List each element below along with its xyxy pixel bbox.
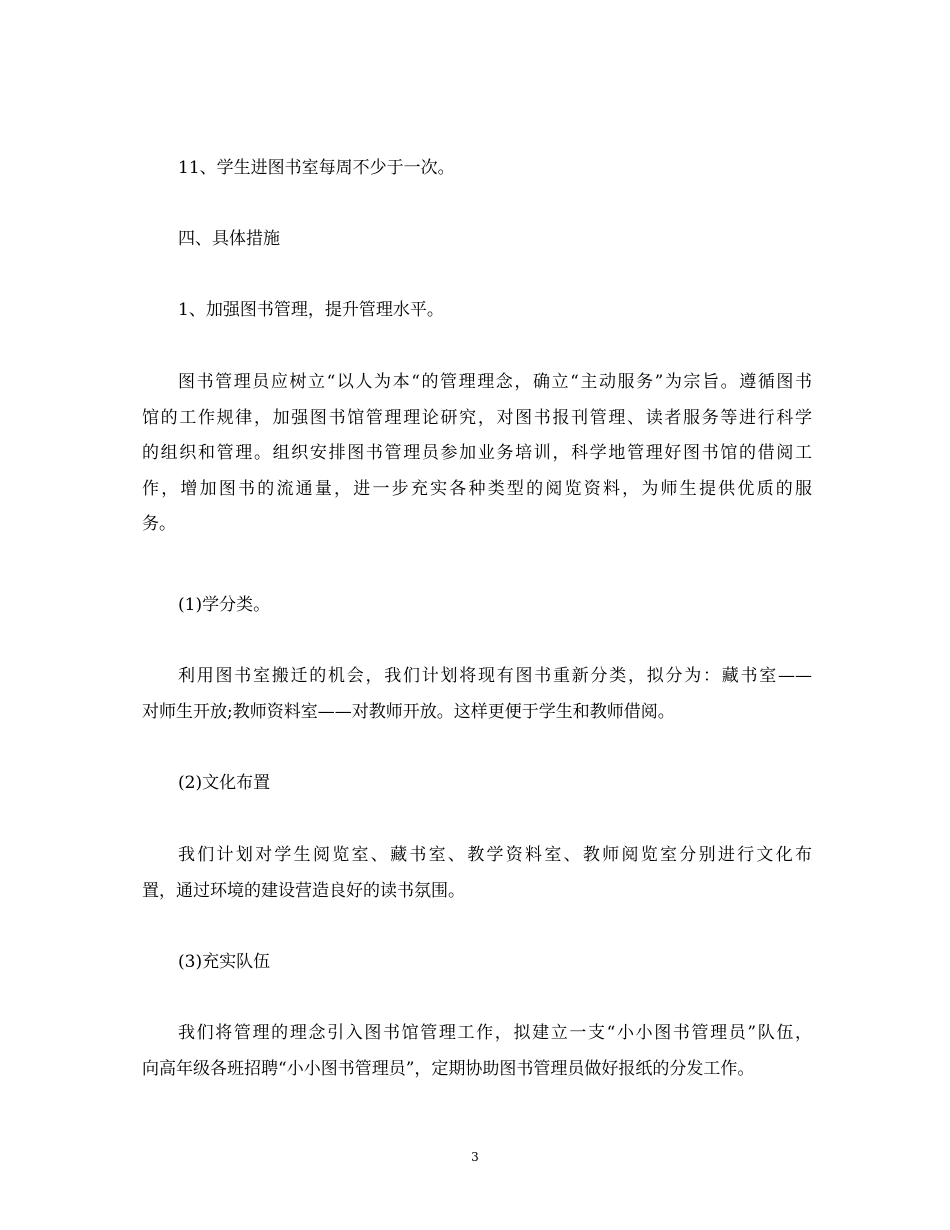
- text-line: 务。: [142, 514, 176, 534]
- text-line: 四、具体措施: [178, 229, 280, 249]
- text-line: 我们将管理的理念引入图书馆管理工作，拟建立一支“小小图书管理员”队伍，: [178, 1023, 812, 1043]
- paragraph-librarian: [142, 365, 812, 543]
- text-line: 图书管理员应树立“以人为本“的管理理念，确立“主动服务”为宗旨。遵循图书: [178, 372, 812, 392]
- paragraph-item-11: [142, 151, 812, 187]
- text-line: (1)学分类。: [178, 595, 271, 615]
- text-line: 向高年级各班招聘“小小图书管理员”，定期协助图书管理员做好报纸的分发工作。: [142, 1058, 755, 1079]
- paragraph-culture: [142, 838, 812, 909]
- page-number: 3: [471, 1150, 479, 1164]
- subheading-team: [142, 945, 812, 981]
- text-line: 11、学生进图书室每周不少于一次。: [178, 158, 455, 178]
- text-line: 的组织和管理。组织安排图书管理员参加业务培训，科学地管理好图书馆的借阅工: [142, 443, 812, 463]
- text-line: 我们计划对学生阅览室、藏书室、教学资料室、教师阅览室分别进行文化布: [178, 845, 812, 865]
- text-line: 馆的工作规律，加强图书馆管理理论研究，对图书报刊管理、读者服务等进行科学: [142, 407, 812, 428]
- text-line: 1、加强图书管理，提升管理水平。: [178, 300, 444, 320]
- text-line: 利用图书室搬迁的机会，我们计划将现有图书重新分类，拟分为：藏书室——: [178, 666, 812, 686]
- text-line: 对师生开放;教师资料室——对教师开放。这样更便于学生和教师借阅。: [142, 701, 675, 722]
- subheading-classification: [142, 588, 812, 624]
- text-line: 作，增加图书的流通量，进一步充实各种类型的阅览资料，为师生提供优质的服: [142, 478, 812, 499]
- paragraph-classification: [142, 659, 812, 730]
- text-line: (2)文化布置: [178, 773, 271, 793]
- subheading-culture: [142, 766, 812, 802]
- subheading-management: [142, 293, 812, 329]
- text-line: (3)充实队伍: [178, 952, 271, 972]
- section-heading-measures: [142, 222, 812, 258]
- paragraph-team: [142, 1016, 812, 1087]
- text-line: 置，通过环境的建设营造良好的读书氛围。: [142, 880, 465, 901]
